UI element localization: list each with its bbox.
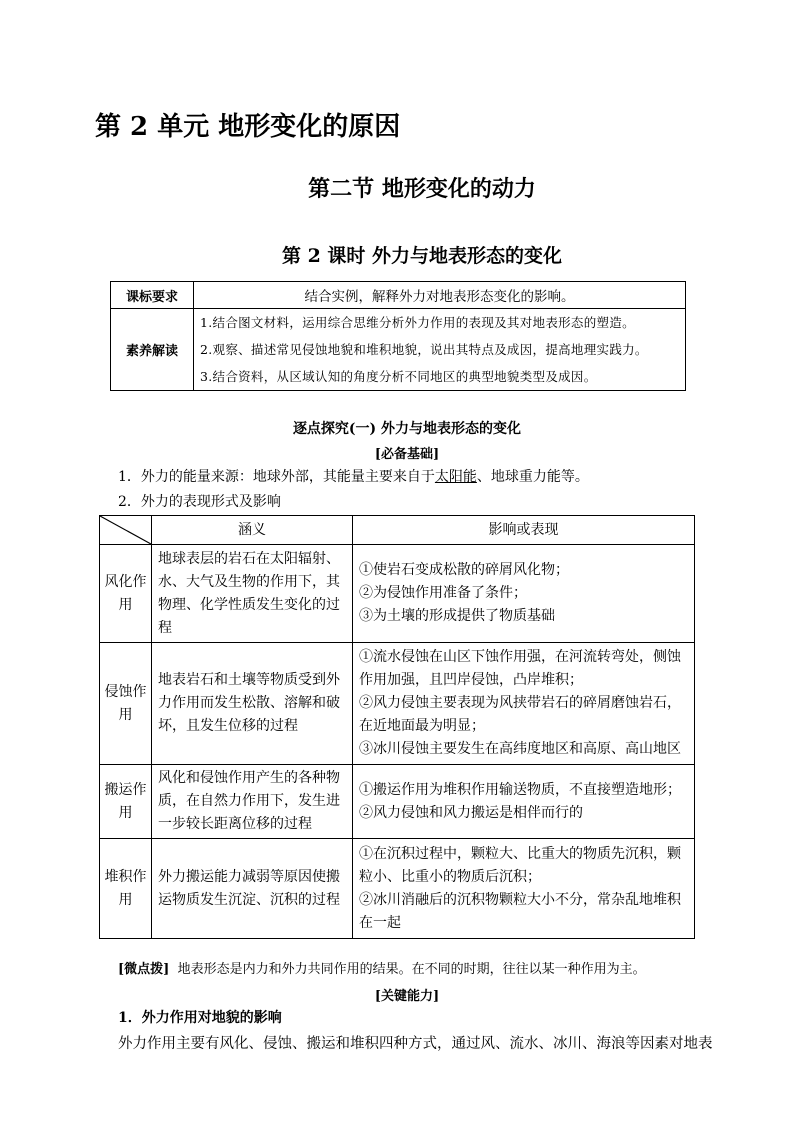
col-meaning-header: 涵义 (152, 516, 353, 545)
standards-table (110, 281, 686, 391)
row-meaning: 地球表层的岩石在太阳辐射、水、大气及生物的作用下，其物理、化学性质发生变化的过程 (152, 545, 353, 643)
table-row (100, 643, 695, 765)
energy-underline: 太阳能 (434, 469, 477, 485)
unit-title: 第 2 单元 地形变化的原因 (95, 112, 401, 142)
basics-label: [必备基础] (374, 447, 440, 462)
table-row (100, 765, 695, 839)
effect-item: ①使岩石变成松散的碎屑风化物； (359, 562, 569, 578)
key-ability-text: 外力作用主要有风化、侵蚀、搬运和堆积四种方式，通过风、流水、冰川、海浪等因素对地表 (118, 1036, 713, 1052)
effect-item: ②为侵蚀作用准备了条件； (359, 585, 527, 601)
row-meaning: 地表岩石和土壤等物质受到外力作用而发生松散、溶解和破坏，且发生位移的过程 (152, 643, 353, 765)
requirement-text: 结合实例，解释外力对地表形态变化的影响。 (194, 282, 686, 309)
row-meaning: 外力搬运能力减弱等原因使搬运物质发生沉淀、沉积的过程 (152, 839, 353, 939)
energy-source-line (118, 466, 589, 486)
tip-label: [微点拨] (118, 962, 170, 977)
literacy-item: 2.观察、描述常见侵蚀地貌和堆积地貌，说出其特点及成因，提高地理实践力。 (200, 342, 648, 357)
col-effect-header: 影响或表现 (353, 516, 695, 545)
row-name: 堆积作用 (100, 839, 152, 939)
key-ability-label: [关键能力] (374, 989, 440, 1004)
literacy-items (194, 309, 686, 391)
effect-item: ①在沉积过程中，颗粒大、比重大的物质先沉积，颗粒小、比重小的物质后沉积； (359, 845, 681, 885)
section-title: 第二节 地形变化的动力 (308, 176, 536, 202)
effect-item: ③冰川侵蚀主要发生在高纬度地区和高原、高山地区 (359, 741, 681, 757)
row-effects (353, 643, 695, 765)
energy-prefix: 1．外力的能量来源：地球外部，其能量主要来自于 (118, 469, 435, 485)
explore-title: 逐点探究(一) 外力与地表形态的变化 (292, 421, 522, 437)
tip-note (118, 958, 646, 977)
row-name: 搬运作用 (100, 765, 152, 839)
literacy-item: 3.结合资料，从区域认知的角度分析不同地区的典型地貌类型及成因。 (200, 369, 597, 384)
effect-item: ③为土壤的形成提供了物质基础 (359, 608, 555, 624)
tip-text: 地表形态是内力和外力共同作用的结果。在不同的时期，往往以某一种作用为主。 (177, 962, 646, 977)
row-effects (353, 545, 695, 643)
effect-item: ②风力侵蚀和风力搬运是相伴而行的 (359, 804, 583, 821)
row-effects (353, 839, 695, 939)
effect-item: ②冰川消融后的沉积物颗粒大小不分，常杂乱地堆积在一起 (359, 891, 681, 931)
literacy-item: 1.结合图文材料，运用综合思维分析外力作用的表现及其对地表形态的塑造。 (200, 315, 635, 330)
literacy-label: 素养解读 (111, 309, 194, 391)
row-effects (353, 765, 695, 839)
effect-item: ①流水侵蚀在山区下蚀作用强，在河流转弯处，侧蚀作用加强，且凹岸侵蚀，凸岸堆积； (359, 649, 681, 688)
energy-suffix: 、地球重力能等。 (476, 469, 589, 485)
effect-item: ①搬运作用为堆积作用输送物质，不直接塑造地形； (359, 781, 681, 798)
row-meaning: 风化和侵蚀作用产生的各种物质，在自然力作用下，发生进一步较长距离位移的过程 (152, 765, 353, 839)
effect-item: ②风力侵蚀主要表现为风挟带岩石的碎屑磨蚀岩石，在近地面最为明显； (359, 695, 681, 734)
forces-table (99, 515, 695, 939)
key-ability-heading: 1．外力作用对地貌的影响 (118, 1010, 282, 1026)
row-name: 侵蚀作用 (100, 643, 152, 765)
diagonal-header-cell (100, 516, 152, 545)
forms-heading: 2．外力的表现形式及影响 (118, 494, 281, 510)
lesson-title: 第 2 课时 外力与地表形态的变化 (281, 245, 563, 267)
requirement-label: 课标要求 (111, 282, 194, 309)
table-row (100, 545, 695, 643)
row-name: 风化作用 (100, 545, 152, 643)
table-row (100, 839, 695, 939)
